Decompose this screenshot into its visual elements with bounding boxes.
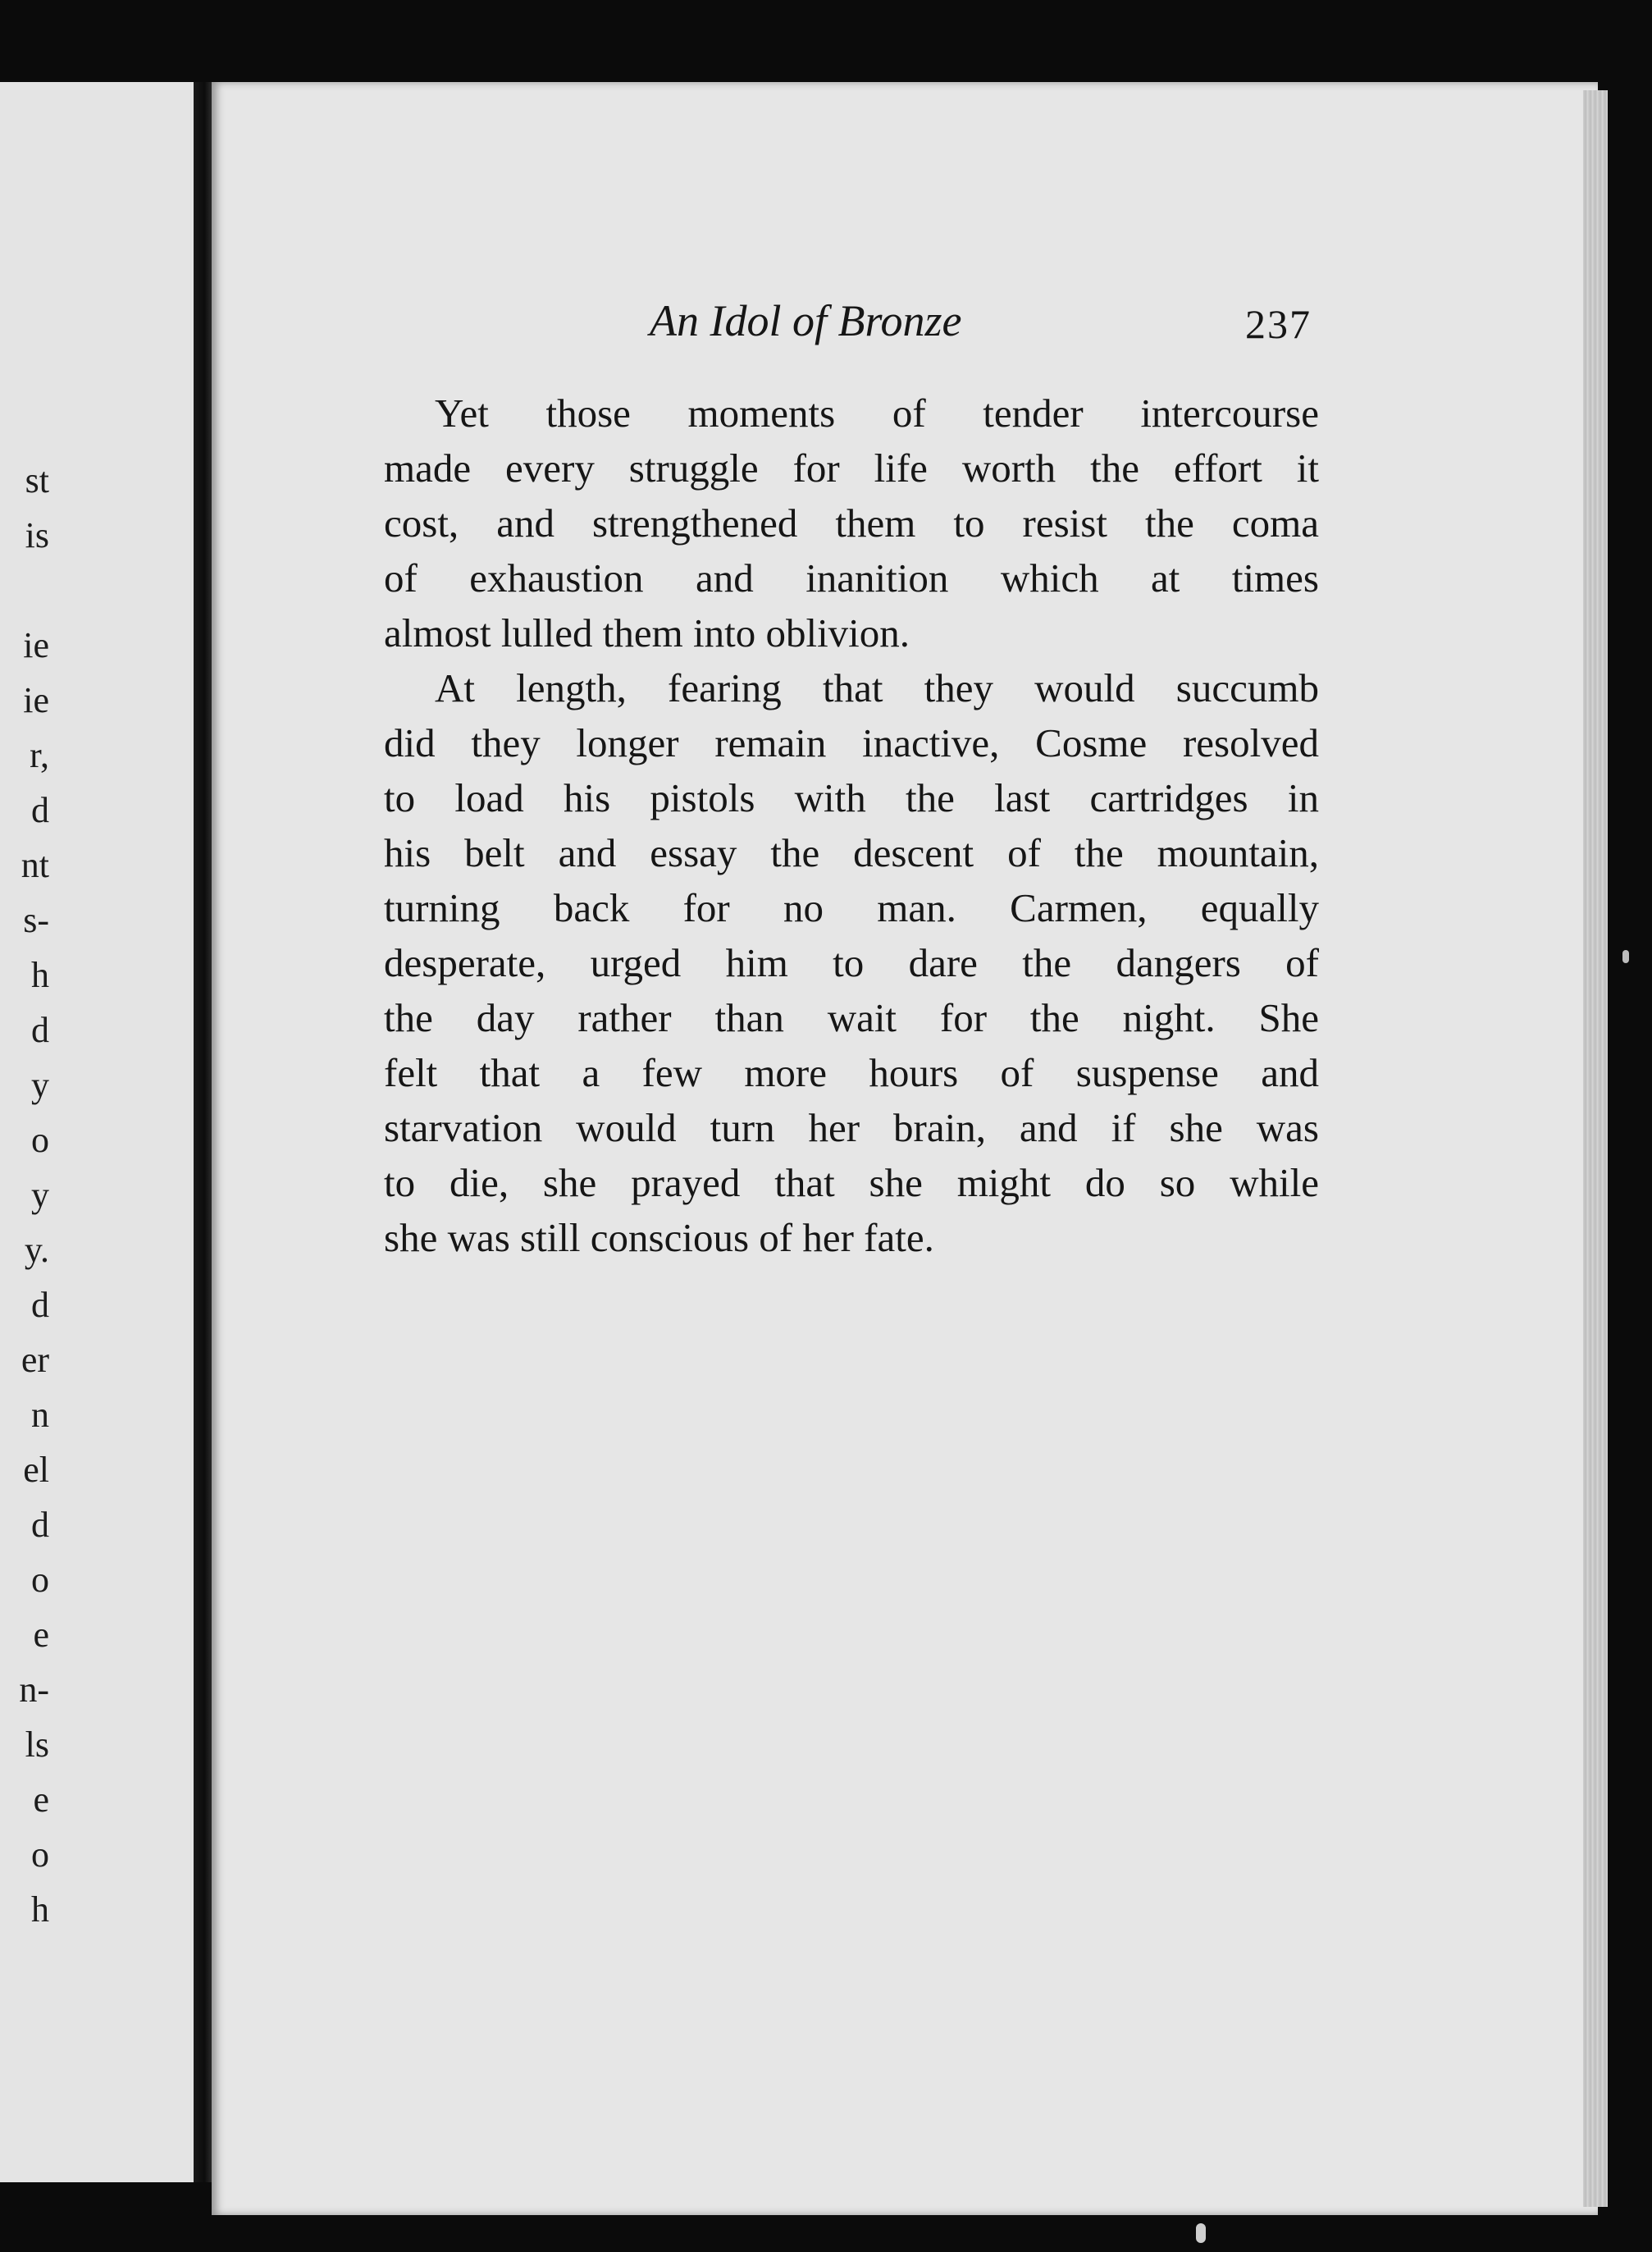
text-line: did they longer remain inactive, Cosme resolved bbox=[384, 720, 1319, 765]
left-page-fragment: y. bbox=[24, 1230, 49, 1270]
left-page-fragment: e bbox=[33, 1615, 49, 1655]
text-line: desperate, urged him to dare the dangers of bbox=[384, 940, 1319, 985]
left-page-fragment: er bbox=[21, 1340, 49, 1380]
text-line: of exhaustion and inanition which at times bbox=[384, 555, 1319, 601]
left-page-fragment: e bbox=[33, 1779, 49, 1820]
left-page-fragment: d bbox=[31, 1505, 49, 1545]
left-page-fragment: o bbox=[31, 1120, 49, 1160]
text-line: she was still conscious of her fate. bbox=[384, 1215, 934, 1260]
text-line: At length, fearing that they would succumb bbox=[435, 665, 1319, 710]
text-line: felt that a few more hours of suspense and bbox=[384, 1050, 1319, 1095]
running-title: An Idol of Bronze bbox=[650, 296, 962, 345]
left-page-fragment: y bbox=[31, 1175, 49, 1215]
scan-artifact bbox=[1622, 950, 1629, 963]
left-page-fragment: s- bbox=[23, 900, 49, 940]
left-page-fragment: n bbox=[31, 1395, 49, 1435]
text-line: turning back for no man. Carmen, equally bbox=[384, 885, 1319, 930]
left-page-fragment: el bbox=[23, 1450, 49, 1490]
text-line: made every struggle for life worth the effort it bbox=[384, 445, 1319, 491]
text-line: starvation would turn her brain, and if she was bbox=[384, 1105, 1319, 1150]
left-page-fragment: n- bbox=[19, 1670, 49, 1710]
page-edges bbox=[1583, 90, 1608, 2207]
left-page-fragment: nt bbox=[21, 845, 49, 885]
text-line: his belt and essay the descent of the mountain, bbox=[384, 830, 1319, 875]
paragraph bbox=[384, 660, 1319, 1265]
left-page-fragment: ie bbox=[23, 680, 49, 720]
left-page-fragment: st bbox=[25, 460, 49, 500]
left-page-fragment: o bbox=[31, 1560, 49, 1600]
left-facing-page bbox=[0, 82, 194, 2182]
left-page-fragment: h bbox=[31, 1889, 49, 1930]
left-page-fragment: ls bbox=[25, 1724, 49, 1765]
left-page-fragment: o bbox=[31, 1834, 49, 1875]
text-line: to die, she prayed that she might do so while bbox=[384, 1160, 1319, 1205]
left-page-fragment: d bbox=[31, 790, 49, 830]
body-text bbox=[384, 386, 1319, 1265]
left-page-fragment: d bbox=[31, 1010, 49, 1050]
scan-artifact bbox=[1196, 2223, 1206, 2243]
left-page-fragment: y bbox=[31, 1065, 49, 1105]
text-line: to load his pistols with the last cartridges in bbox=[384, 775, 1319, 820]
page-number: 237 bbox=[1245, 301, 1312, 347]
paragraph bbox=[384, 386, 1319, 660]
left-page-fragment: d bbox=[31, 1285, 49, 1325]
text-line: the day rather than wait for the night. She bbox=[384, 995, 1319, 1040]
left-page-fragment: is bbox=[25, 515, 49, 555]
left-page-fragment: r, bbox=[30, 735, 49, 775]
left-page-line-fragments bbox=[0, 453, 49, 1937]
text-line: almost lulled them into oblivion. bbox=[384, 610, 910, 656]
left-page-fragment: ie bbox=[23, 625, 49, 665]
text-line: Yet those moments of tender intercourse bbox=[435, 391, 1319, 436]
left-page-fragment bbox=[0, 563, 49, 618]
book-gutter bbox=[194, 82, 212, 2182]
left-page-fragment: h bbox=[31, 955, 49, 995]
text-line: cost, and strengthened them to resist the coma bbox=[384, 500, 1319, 546]
